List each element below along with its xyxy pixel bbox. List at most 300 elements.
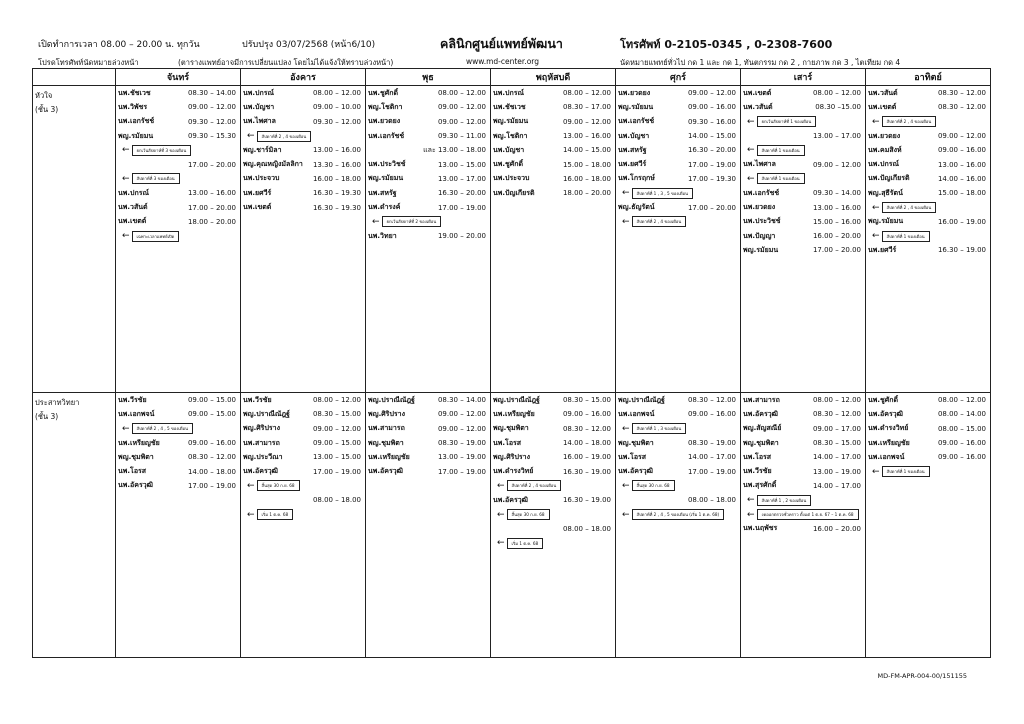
doctor-name: พญ.โชติกา (493, 131, 528, 140)
doctor-name: นพ.เขตต์ (118, 217, 147, 226)
time-range: 09.00 – 16.00 (187, 439, 236, 448)
note-box: สัปดาห์ที่ 1 ของเดือน (757, 173, 805, 184)
schedule-cell (741, 86, 866, 393)
doctor-entry (866, 86, 990, 100)
doctor-entry (741, 464, 865, 478)
doctor-entry (616, 115, 740, 129)
doctor-entry (616, 143, 740, 157)
note-box: สัปดาห์ที่ 2 , 4 ของเดือน (882, 202, 937, 213)
doctor-name: นพ.อัครวุฒิ (618, 467, 653, 476)
time-range: 08.00 – 15.00 (937, 424, 986, 433)
note-box: ยกเว้นสัปดาห์ที่ 1 ของเดือน (757, 116, 817, 127)
time-range: 13.00 – 16.00 (937, 160, 986, 169)
doctor-name: นพ.บัญชา (243, 102, 275, 111)
doctor-entry (741, 479, 865, 493)
doctor-name: นพ.ชัชเวช (118, 88, 151, 97)
time-range: 08.30 – 12.00 (937, 103, 986, 112)
doctor-name: พญ.ชาร์มิลา (243, 145, 282, 154)
note-box: เฉพาะเวลาแพทย์เปิด (132, 231, 180, 242)
time-range: 08.30 – 12.00 (187, 453, 236, 462)
time-range: 09.00 – 12.00 (812, 160, 861, 169)
arrow-left-icon: ← (747, 495, 755, 506)
time-range: 09.00 – 16.00 (687, 410, 736, 419)
time-range: 17.00 – 19.00 (437, 203, 486, 212)
doctor-name: นพ.เอกพจน์ (618, 409, 655, 418)
doctor-entry (616, 450, 740, 464)
doctor-entry (741, 100, 865, 114)
doctor-entry (866, 172, 990, 186)
day-header: อาทิตย์ (866, 69, 991, 86)
time-range: 09.00 – 12.00 (437, 103, 486, 112)
doctor-name: นพ.วีรชัย (243, 395, 272, 404)
doctor-entry (241, 186, 365, 200)
doctor-name: นพ.ปัญญา (743, 231, 776, 240)
schedule-cell (116, 86, 241, 393)
doctor-entry (866, 393, 990, 407)
doctor-name: นพ.ยศวีร์ (243, 188, 272, 197)
note-box: สัปดาห์ที่ 3 ของเดือน (132, 173, 180, 184)
schedule-note (491, 507, 615, 521)
time-range: 13.00 – 16.00 (812, 203, 861, 212)
doctor-name: นพ.เขตต์ (243, 203, 272, 212)
doctor-name: นพ.เอกรัชช์ (618, 117, 655, 126)
time-range: 16.30 – 20.00 (687, 146, 736, 155)
doctor-entry (366, 115, 490, 129)
doctor-entry (366, 450, 490, 464)
doctor-entry (241, 143, 365, 157)
doctor-name: นพ.วีรชัย (743, 467, 772, 476)
doctor-name: นพ.เขตต์ (868, 102, 897, 111)
doctor-entry (491, 143, 615, 157)
doctor-name: นพ.โอรส (118, 467, 147, 476)
schedule-note (866, 200, 990, 214)
doctor-name: นพ.เหรียญชัย (118, 438, 160, 447)
doctor-entry (616, 393, 740, 407)
call-ahead-note: โปรดโทรศัพท์นัดหมายล่วงหน้า (38, 58, 139, 67)
doctor-entry (491, 450, 615, 464)
dept-floor: (ชั้น 3) (35, 412, 59, 421)
doctor-entry (491, 100, 615, 114)
doctor-entry (741, 186, 865, 200)
doctor-name: นพ.เอกพจน์ (118, 409, 155, 418)
doctor-entry (741, 422, 865, 436)
form-code: MD-FM-APR-004-00/151155 (877, 672, 967, 680)
day-header: ศุกร์ (616, 69, 741, 86)
note-box: สัปดาห์ที่ 2 , 4 , 5 ของเดือน (132, 423, 193, 434)
time-range: 09.00 – 16.00 (937, 146, 986, 155)
doctor-name: นพ.ดำรงวิทย์ (493, 467, 534, 476)
arrow-left-icon: ← (247, 480, 255, 491)
time-range: 08.30 – 12.00 (812, 410, 861, 419)
doctor-name: พญ.ศิริปราง (493, 452, 530, 461)
doctor-name: นพ.วิพัชร (118, 102, 148, 111)
doctor-name: นพ.วิทยา (368, 231, 397, 240)
arrow-left-icon: ← (747, 116, 755, 127)
doctor-name: นพ.สุรศักดิ์ (743, 481, 777, 490)
doctor-name: นพ.ยวดยง (618, 88, 651, 97)
time-range: 13.00 – 17.00 (437, 174, 486, 183)
time-range: 08.00 – 12.00 (937, 396, 986, 405)
doctor-entry (866, 215, 990, 229)
doctor-name: นพ.ประวิชช์ (368, 160, 406, 169)
schedule-cell (616, 393, 741, 658)
doctor-entry (491, 172, 615, 186)
time-range: 08.30 – 19.00 (437, 439, 486, 448)
doctor-entry (116, 215, 240, 229)
arrow-left-icon: ← (372, 216, 380, 227)
doctor-entry (866, 436, 990, 450)
time-range: 08.00 – 18.00 (687, 496, 736, 505)
doctor-name: พญ.ปราณีณัฎฐ์ (243, 409, 290, 418)
doctor-entry (116, 436, 240, 450)
time-range: 13.00 – 16.00 (562, 132, 611, 141)
dept-floor: (ชั้น 3) (35, 105, 59, 114)
schedule-note (616, 422, 740, 436)
time-range: 09.30 – 11.00 (437, 132, 486, 141)
time-range: 08.30 – 12.00 (562, 424, 611, 433)
doctor-entry (241, 407, 365, 421)
time-range: 16.00 – 20.00 (812, 524, 861, 533)
doctor-entry (616, 436, 740, 450)
time-range: 13.00 – 19.00 (812, 467, 861, 476)
time-range: 09.00 – 15.00 (187, 410, 236, 419)
time-range: 16.00 – 18.00 (312, 174, 361, 183)
arrow-left-icon: ← (497, 538, 505, 549)
note-box: สิ้นสุด 30 ก.ย. 68 (507, 509, 550, 520)
doctor-name: นพ.สหรัฐ (618, 145, 647, 154)
time-range: 14.00 – 17.00 (812, 481, 861, 490)
doctor-name: พญ.ประวีณา (243, 452, 283, 461)
schedule-note (866, 229, 990, 243)
doctor-entry (491, 407, 615, 421)
schedule-cell (491, 393, 616, 658)
time-range: 09.30 – 12.00 (312, 117, 361, 126)
doctor-name: พญ.คุณหญิงมัลลิกา (243, 160, 303, 169)
doctor-name: นพ.ไพศาล (743, 160, 776, 169)
arrow-left-icon: ← (872, 202, 880, 213)
time-range: 09.00 – 12.00 (937, 132, 986, 141)
doctor-name: นพ.วสันต์ (868, 88, 898, 97)
schedule-note (491, 536, 615, 550)
schedule-note (116, 172, 240, 186)
time-range: 14.00 – 17.00 (812, 453, 861, 462)
arrow-left-icon: ← (872, 231, 880, 242)
doctor-name: นพ.อัครวุฒิ (743, 409, 778, 418)
time-range: 09.00 – 10.00 (312, 103, 361, 112)
doctor-entry (116, 186, 240, 200)
time-range: 08.00 – 12.00 (562, 89, 611, 98)
schedule-note (241, 129, 365, 143)
doctor-entry (116, 157, 240, 171)
dept-row-neurology (33, 393, 991, 658)
time-range: 09.00 – 12.00 (562, 117, 611, 126)
dept-cell (33, 393, 116, 658)
schedule-note (616, 215, 740, 229)
doctor-entry (241, 450, 365, 464)
doctor-entry (491, 393, 615, 407)
doctor-entry (241, 436, 365, 450)
opening-hours: เปิดทำการเวลา 08.00 – 20.00 น. ทุกวัน (38, 40, 200, 50)
arrow-left-icon: ← (622, 216, 630, 227)
schedule-note (241, 479, 365, 493)
doctor-entry (366, 172, 490, 186)
doctor-entry (241, 422, 365, 436)
doctor-name: พญ.โชติกา (368, 102, 403, 111)
time-range: 17.00 – 20.00 (187, 160, 236, 169)
day-header: พฤหัสบดี (491, 69, 616, 86)
time-range: 08.00 – 12.00 (312, 396, 361, 405)
time-range: 14.00 – 16.00 (937, 174, 986, 183)
note-box: สัปดาห์ที่ 2 , 4 ของเดือน (882, 116, 937, 127)
doctor-entry (866, 243, 990, 257)
doctor-name: นพ.วสันต์ (118, 203, 148, 212)
time-range: 17.00 – 19.00 (187, 481, 236, 490)
doctor-entry (616, 464, 740, 478)
time-range: 09.00 – 16.00 (562, 410, 611, 419)
time-range: 13.00 – 15.00 (437, 160, 486, 169)
arrow-left-icon: ← (622, 480, 630, 491)
doctor-name: นพ.ปัญเกียรติ (868, 174, 910, 183)
schedule-note (741, 507, 865, 521)
doctor-entry (366, 100, 490, 114)
doctor-name: นพ.อัครวุฒิ (868, 409, 903, 418)
doctor-entry (491, 464, 615, 478)
day-header: อังคาร (241, 69, 366, 86)
arrow-left-icon: ← (747, 145, 755, 156)
doctor-name: นพ.ประวิชช์ (743, 217, 781, 226)
doctor-entry (366, 129, 490, 143)
note-box: ยกเว้นสัปดาห์ที่ 2 ของเดือน (382, 216, 442, 227)
note-box: สัปดาห์ที่ 1 ของเดือน (882, 231, 930, 242)
time-range: และ 13.00 – 18.00 (423, 145, 486, 154)
time-range: 09.00 – 16.00 (687, 103, 736, 112)
doctor-name: นพ.บัญชา (618, 131, 650, 140)
note-box: สัปดาห์ที่ 2 , 4 , 5 ของเดือน (เริ่ม 1 ต.ค. 68) (632, 509, 725, 520)
doctor-name: นพ.บัญชา (493, 145, 525, 154)
doctor-entry (241, 172, 365, 186)
doctor-entry (741, 86, 865, 100)
note-box: สัปดาห์ที่ 1 , 2 ของเดือน (757, 495, 812, 506)
doctor-entry (491, 493, 615, 507)
clinic-title: คลินิกศูนย์แพทย์พัฒนา (440, 36, 563, 51)
schedule-note (116, 422, 240, 436)
doctor-name: นพ.เขตต์ (743, 88, 772, 97)
doctor-name: นพ.สามารถ (368, 424, 405, 433)
doctor-entry (116, 100, 240, 114)
doctor-entry (366, 464, 490, 478)
time-range: 13.00 – 19.00 (437, 453, 486, 462)
doctor-entry (366, 229, 490, 243)
doctor-entry (866, 100, 990, 114)
doctor-entry (241, 200, 365, 214)
doctor-entry (616, 100, 740, 114)
doctor-entry (366, 200, 490, 214)
time-range: 08.30 – 17.00 (562, 103, 611, 112)
schedule-note (741, 493, 865, 507)
arrow-left-icon: ← (122, 173, 130, 184)
doctor-entry (866, 422, 990, 436)
schedule-note (116, 143, 240, 157)
time-range: 16.00 – 18.00 (562, 174, 611, 183)
doctor-entry (116, 129, 240, 143)
time-range: 09.00 – 16.00 (937, 453, 986, 462)
time-range: 09.00 – 12.00 (687, 89, 736, 98)
time-range: 08.30 –15.00 (815, 103, 861, 112)
time-range: 17.00 – 19.30 (687, 174, 736, 183)
schedule-note (866, 115, 990, 129)
schedule-note (116, 229, 240, 243)
doctor-name: พญ.ปราณีณัฎฐ์ (493, 395, 540, 404)
doctor-entry (616, 407, 740, 421)
doctor-entry (366, 143, 490, 157)
doctor-name: นพ.เอกรัชช์ (743, 188, 780, 197)
schedule-cell (366, 86, 491, 393)
doctor-entry (241, 100, 365, 114)
time-range: 16.30 – 19.30 (312, 203, 361, 212)
doctor-name: นพ.โอรส (618, 452, 647, 461)
doctor-entry (491, 129, 615, 143)
arrow-left-icon: ← (872, 466, 880, 477)
time-range: 08.30 – 19.00 (687, 439, 736, 448)
doctor-name: พญ.ชุมพิตา (118, 452, 154, 461)
doctor-name: นพ.ปัญเกียรติ (493, 188, 535, 197)
doctor-name: พญ.ปราณีณัฎฐ์ (368, 395, 415, 404)
schedule-cell (616, 86, 741, 393)
note-box: สัปดาห์ที่ 2 , 4 ของเดือน (257, 131, 312, 142)
time-range: 08.30 – 15.00 (562, 396, 611, 405)
schedule-cell (241, 393, 366, 658)
doctor-name: พญ.สัญสณีย์ (743, 424, 782, 433)
doctor-entry (491, 115, 615, 129)
doctor-name: พญ.รมัยมน (743, 245, 779, 254)
doctor-name: นพ.ดำรงค์ (368, 203, 401, 212)
note-box: สิ้นสุด 30 ก.ย. 68 (632, 480, 675, 491)
doctor-entry (241, 86, 365, 100)
dept-name: หัวใจ (35, 91, 53, 100)
time-range: 14.00 – 15.00 (562, 146, 611, 155)
time-range: 08.30 – 14.00 (437, 396, 486, 405)
doctor-entry (491, 157, 615, 171)
doctor-entry (116, 407, 240, 421)
arrow-left-icon: ← (622, 423, 630, 434)
time-range: 08.00 – 12.00 (437, 89, 486, 98)
doctor-entry (866, 186, 990, 200)
schedule-note (741, 143, 865, 157)
doctor-entry (116, 464, 240, 478)
doctor-entry (616, 86, 740, 100)
doctor-name: พญ.ปราณีณัฎฐ์ (618, 395, 665, 404)
time-range: 17.00 – 19.00 (687, 160, 736, 169)
arrow-left-icon: ← (122, 145, 130, 156)
doctor-entry (241, 393, 365, 407)
doctor-name: นพ.ปกรณ์ (118, 188, 149, 197)
schedule-cell (491, 86, 616, 393)
time-range: 08.00 – 18.00 (312, 496, 361, 505)
doctor-entry (866, 157, 990, 171)
doctor-name: นพ.นฤพัชร (743, 524, 778, 533)
time-range: 14.00 – 18.00 (187, 467, 236, 476)
time-range: 14.00 – 17.00 (687, 453, 736, 462)
note-box: สัปดาห์ที่ 1 , 3 , 5 ของเดือน (632, 188, 693, 199)
time-range: 08.30 – 14.00 (187, 89, 236, 98)
schedule-note (491, 479, 615, 493)
doctor-entry (366, 436, 490, 450)
doctor-entry (616, 129, 740, 143)
doctor-name: พญ.รมัยมน (368, 174, 404, 183)
arrow-left-icon: ← (497, 480, 505, 491)
updated-date: ปรับปรุง 03/07/2568 (หน้า6/10) (242, 40, 376, 50)
time-range: 09.00 – 12.00 (437, 117, 486, 126)
doctor-name: นพ.ยศวีร์ (868, 245, 897, 254)
doctor-name: นพ.ประจวบ (493, 174, 530, 183)
doctor-entry (116, 200, 240, 214)
doctor-name: นพ.ยศวีร์ (618, 160, 647, 169)
arrow-left-icon: ← (622, 509, 630, 520)
doctor-name: นพ.อัครวุฒิ (118, 481, 153, 490)
doctor-name: นพ.ประจวบ (243, 174, 280, 183)
time-range: 16.00 – 19.00 (937, 217, 986, 226)
dept-cell (33, 86, 116, 393)
doctor-entry (741, 436, 865, 450)
doctor-entry (366, 407, 490, 421)
time-range: 18.00 – 20.00 (187, 217, 236, 226)
doctor-entry (616, 172, 740, 186)
note-box: งดออกตรวจชั่วคราว ตั้งแต่ 1 ต.ย. 67 – 1 ต.ค. 68 (757, 509, 859, 520)
doctor-name: นพ.เหรียญชัย (493, 409, 535, 418)
doctor-entry (491, 436, 615, 450)
arrow-left-icon: ← (747, 173, 755, 184)
schedule-change-note: (ตารางแพทย์อาจมีการเปลี่ยนแปลง โดยไม่ได้แจ้งให้ทราบล่วงหน้า) (178, 58, 394, 67)
doctor-name: นพ.เหรียญชัย (868, 438, 910, 447)
doctor-name: พญ.สุธีรัตน์ (868, 188, 903, 197)
time-range: 13.00 – 17.00 (812, 132, 861, 141)
doctor-entry (741, 243, 865, 257)
arrow-left-icon: ← (247, 509, 255, 520)
dept-name: ประสาทวิทยา (35, 398, 80, 407)
doctor-entry (616, 493, 740, 507)
time-range: 13.00 – 15.00 (312, 453, 361, 462)
doctor-entry (741, 215, 865, 229)
doctor-name: พญ.ธัญรัตน์ (618, 203, 655, 212)
time-range: 14.00 – 15.00 (687, 132, 736, 141)
arrow-left-icon: ← (622, 188, 630, 199)
time-range: 09.30 – 15.30 (187, 132, 236, 141)
time-range: 09.00 – 15.00 (187, 396, 236, 405)
time-range: 18.00 – 20.00 (562, 189, 611, 198)
note-box: เริ่ม 1 ต.ค. 68 (257, 509, 294, 520)
time-range: 17.00 – 19.00 (437, 467, 486, 476)
doctor-entry (616, 157, 740, 171)
doctor-name: นพ.ชัชเวช (493, 102, 526, 111)
doctor-name: พญ.รมัยมน (868, 217, 904, 226)
schedule-note (741, 172, 865, 186)
time-range: 13.00 – 16.00 (187, 189, 236, 198)
doctor-entry (366, 157, 490, 171)
time-range: 14.00 – 18.00 (562, 439, 611, 448)
doctor-entry (241, 157, 365, 171)
time-range: 08.30 – 15.00 (812, 439, 861, 448)
doctor-name: นพ.ยวดยง (743, 203, 776, 212)
doctor-entry (366, 422, 490, 436)
doctor-name: นพ.โอรส (743, 452, 772, 461)
website-link[interactable]: www.md-center.org (466, 57, 539, 66)
doctor-name: นพ.โอรส (493, 438, 522, 447)
note-box: เริ่ม 1 ต.ค. 68 (507, 538, 544, 549)
time-range: 16.00 – 19.00 (562, 453, 611, 462)
day-header-row (33, 69, 991, 86)
doctor-name: นพ.อัครวุฒิ (243, 467, 278, 476)
doctor-entry (366, 186, 490, 200)
